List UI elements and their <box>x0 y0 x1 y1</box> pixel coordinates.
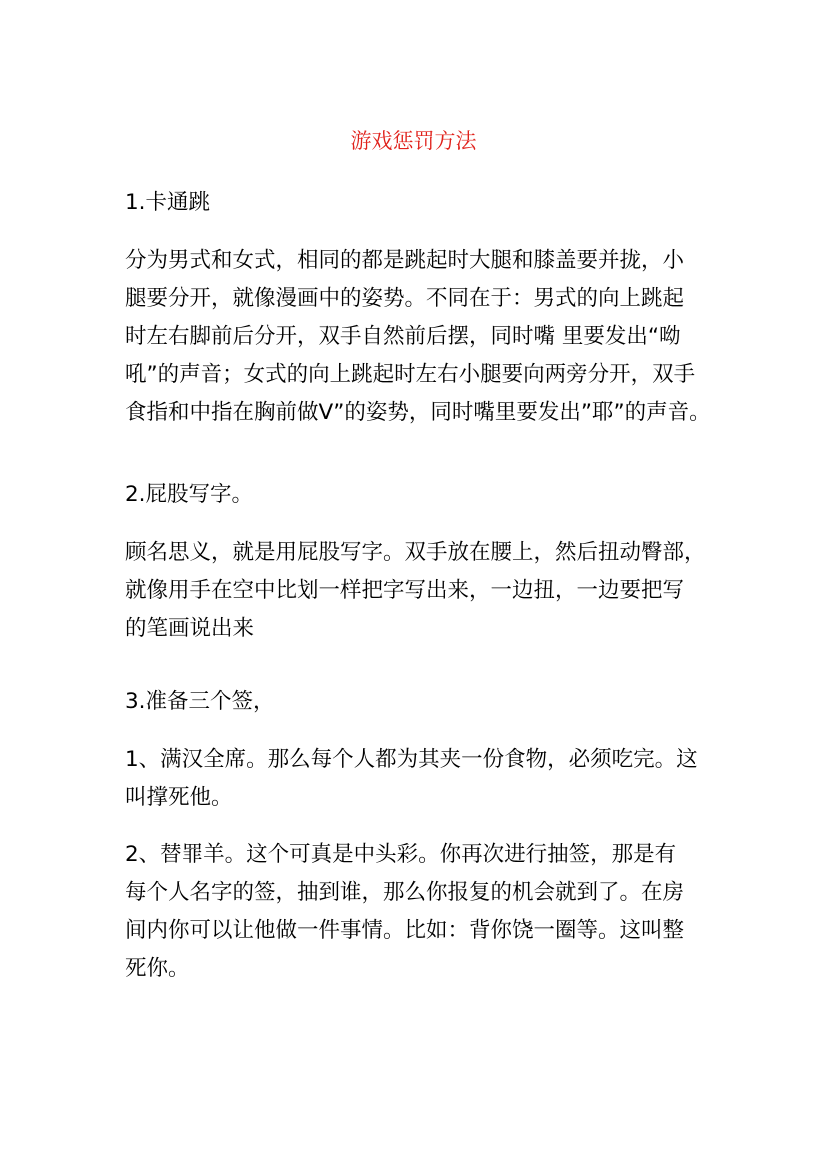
lot-item-feast <box>125 741 709 817</box>
paragraph-line: 间内你可以让他做一件事情。比如：背你饶一圈等。这叫整 <box>125 918 685 943</box>
heading-text: 1.卡通跳 <box>125 190 211 215</box>
lot-item-scapegoat <box>125 836 709 988</box>
paragraph-line: 食指和中指在胸前做V”的姿势，同时嘴里要发出”耶”的声音。 <box>125 400 711 425</box>
section-paragraph-cartoon-jump <box>125 242 709 432</box>
paragraph-line: 2、替罪羊。这个可真是中头彩。你再次进行抽签，那是有 <box>125 842 677 867</box>
heading-text: 2.屁股写字。 <box>125 482 254 507</box>
paragraph-line: 叫撑死他。 <box>125 785 233 810</box>
paragraph-line: 分为男式和女式，相同的都是跳起时大腿和膝盖要并拢，小 <box>125 248 685 273</box>
paragraph-line: 1、满汉全席。那么每个人都为其夹一份食物，必须吃完。这 <box>125 747 698 772</box>
section-heading-three-lots <box>125 683 709 721</box>
paragraph-line: 时左右脚前后分开，双手自然前后摆，同时嘴 里要发出“呦 <box>125 324 681 349</box>
section-heading-cartoon-jump <box>125 184 709 222</box>
paragraph-line: 死你。 <box>125 956 190 981</box>
section-paragraph-butt-writing <box>125 534 709 648</box>
paragraph-line: 就像用手在空中比划一样把字写出来，一边扭，一边要把写 <box>125 578 685 603</box>
paragraph-line: 顾名思义，就是用屁股写字。双手放在腰上，然后扭动臀部， <box>125 540 706 565</box>
paragraph-line: 的笔画说出来 <box>125 616 255 641</box>
section-heading-butt-writing <box>125 476 709 514</box>
paragraph-line: 每个人名字的签，抽到谁，那么你报复的机会就到了。在房 <box>125 880 685 905</box>
paragraph-line: 腿要分开，就像漫画中的姿势。不同在于：男式的向上跳起 <box>125 286 685 311</box>
document-title: 游戏惩罚方法 <box>350 129 477 153</box>
heading-text: 3.准备三个签， <box>125 689 275 714</box>
paragraph-line: 吼”的声音；女式的向上跳起时左右小腿要向两旁分开，双手 <box>125 362 696 387</box>
